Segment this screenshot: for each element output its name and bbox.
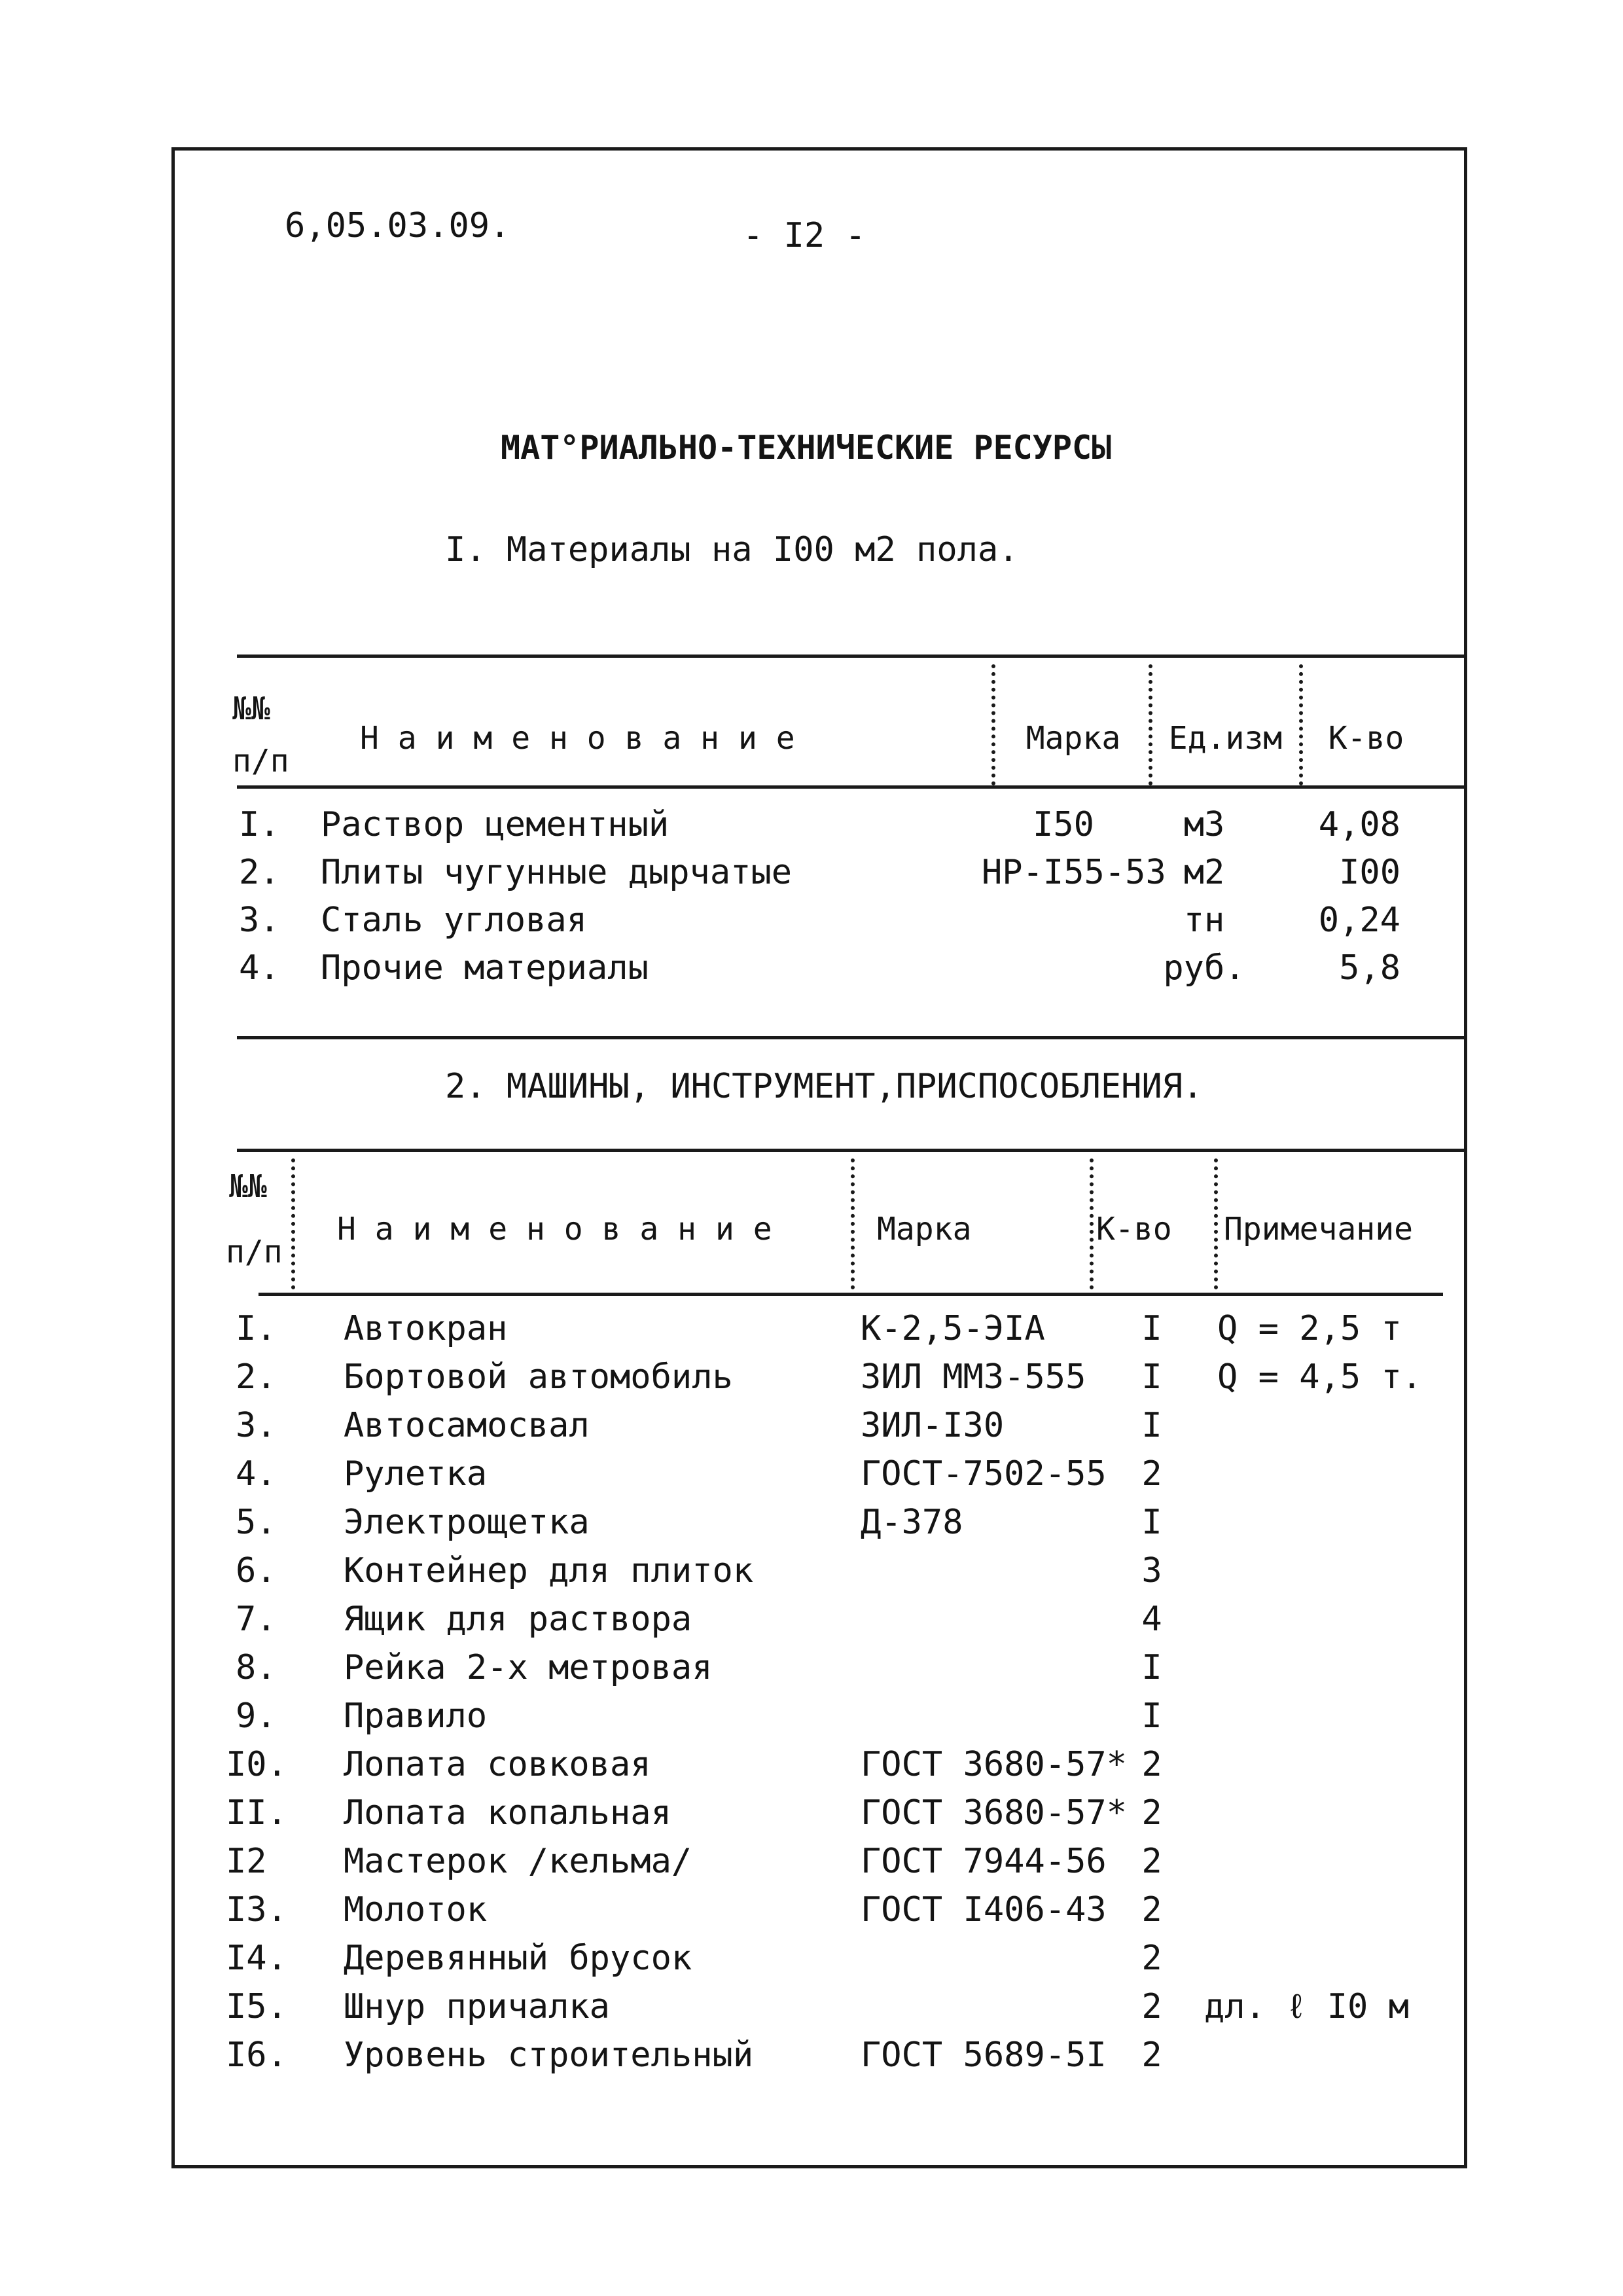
row-name: Уровень строительный	[344, 2036, 754, 2075]
row-mark: ГОСТ 3680-57*	[861, 1793, 1127, 1833]
row-qty: 2	[1141, 1987, 1162, 2026]
row-qty: 2	[1141, 1745, 1162, 1784]
table1-col-divider	[991, 664, 995, 785]
row-mark: I50	[1033, 805, 1094, 844]
row-qty: 4,08	[1318, 805, 1400, 844]
row-qty: 2	[1141, 1454, 1162, 1494]
row-mark: ГОСТ 3680-57*	[861, 1745, 1127, 1784]
table2-header-mark: Марка	[877, 1211, 972, 1247]
row-number: 7.	[236, 1600, 277, 1639]
row-number: 2.	[236, 1357, 277, 1397]
table2-header-num-bottom: п/п	[226, 1234, 283, 1270]
row-name: Контейнер для плиток	[344, 1551, 754, 1590]
table2-header-name: Н а и м е н о в а н и е	[337, 1211, 772, 1247]
row-qty: 4	[1141, 1600, 1162, 1639]
row-name: Раствор цементный	[321, 805, 669, 844]
section1-title: I. Материалы на I00 м2 пола.	[445, 530, 1019, 569]
row-mark: ГОСТ 5689-5I	[861, 2036, 1107, 2075]
page-number: - I2 -	[743, 216, 866, 255]
row-note: Q = 4,5 т.	[1217, 1357, 1423, 1397]
row-mark: ЗИЛ-I30	[861, 1406, 1005, 1445]
table2-col-divider	[291, 1158, 295, 1289]
row-qty: 2	[1141, 1890, 1162, 1929]
row-name: Прочие материалы	[321, 948, 649, 988]
row-number: I4.	[226, 1939, 287, 1978]
row-name: Правило	[344, 1696, 488, 1736]
row-number: 4.	[236, 1454, 277, 1494]
row-number: 9.	[236, 1696, 277, 1736]
table1-bottom-rule	[237, 1036, 1467, 1039]
table2-header-note: Примечание	[1224, 1211, 1413, 1247]
table1-top-rule	[237, 655, 1467, 658]
row-qty: 2	[1141, 1793, 1162, 1833]
row-mark: ГОСТ 7944-56	[861, 1842, 1107, 1881]
row-qty: I	[1141, 1309, 1162, 1348]
row-qty: I	[1141, 1696, 1162, 1736]
row-qty: 2	[1141, 1939, 1162, 1978]
row-number: II.	[226, 1793, 287, 1833]
row-mark: ГОСТ-7502-55	[861, 1454, 1107, 1494]
row-qty: I00	[1339, 853, 1400, 892]
row-qty: 3	[1141, 1551, 1162, 1590]
row-mark: НР-I55-53	[982, 853, 1166, 892]
row-unit: тн	[1183, 901, 1225, 940]
row-number: I.	[236, 1309, 277, 1348]
row-name: Автосамосвал	[344, 1406, 590, 1445]
row-unit: м2	[1183, 853, 1225, 892]
row-note: Q = 2,5 т	[1217, 1309, 1402, 1348]
row-number: 6.	[236, 1551, 277, 1590]
row-name: Молоток	[344, 1890, 488, 1929]
table2-header-num-top: №№	[229, 1168, 267, 1205]
table1-header-mark: Марка	[1026, 720, 1121, 757]
table1-col-divider	[1149, 664, 1152, 785]
row-number: I2	[226, 1842, 267, 1881]
row-name: Электрощетка	[344, 1503, 590, 1542]
row-name: Лопата копальная	[344, 1793, 671, 1833]
row-unit: руб.	[1163, 948, 1245, 988]
row-number: I0.	[226, 1745, 287, 1784]
table1-header-num-top: №№	[232, 691, 270, 727]
table2-col-divider	[1090, 1158, 1094, 1289]
row-qty: I	[1141, 1406, 1162, 1445]
row-mark: ЗИЛ ММЗ-555	[861, 1357, 1086, 1397]
row-number: 3.	[236, 1406, 277, 1445]
row-name: Сталь угловая	[321, 901, 587, 940]
row-number: I5.	[226, 1987, 287, 2026]
table2-top-rule	[237, 1149, 1467, 1152]
row-mark: ГОСТ I406-43	[861, 1890, 1107, 1929]
section2-title: 2. МАШИНЫ, ИНСТРУМЕНТ,ПРИСПОСОБЛЕНИЯ.	[445, 1067, 1204, 1106]
table1-header-name: Н а и м е н о в а н и е	[360, 720, 795, 757]
row-name: Деревянный брусок	[344, 1939, 692, 1978]
table1-header-rule	[237, 785, 1467, 789]
table2-col-divider	[851, 1158, 855, 1289]
row-number: 4.	[239, 948, 280, 988]
row-number: 8.	[236, 1648, 277, 1687]
row-number: I.	[239, 805, 280, 844]
row-mark: Д-378	[861, 1503, 963, 1542]
row-qty: 5,8	[1339, 948, 1400, 988]
row-name: Лопата совковая	[344, 1745, 651, 1784]
row-mark: К-2,5-ЭIА	[861, 1309, 1045, 1348]
row-unit: м3	[1183, 805, 1225, 844]
table2-header-rule	[259, 1293, 1443, 1296]
row-number: 3.	[239, 901, 280, 940]
row-name: Рулетка	[344, 1454, 488, 1494]
row-qty: 2	[1141, 1842, 1162, 1881]
row-number: 5.	[236, 1503, 277, 1542]
row-number: 2.	[239, 853, 280, 892]
row-name: Мастерок /кельма/	[344, 1842, 692, 1881]
document-code: 6,05.03.09.	[285, 206, 510, 245]
table2-col-divider	[1214, 1158, 1218, 1289]
row-number: I3.	[226, 1890, 287, 1929]
row-qty: 2	[1141, 2036, 1162, 2075]
table1-col-divider	[1299, 664, 1303, 785]
row-name: Плиты чугунные дырчатые	[321, 853, 793, 892]
table1-header-qty: К-во	[1328, 720, 1404, 757]
row-qty: I	[1141, 1648, 1162, 1687]
row-number: I6.	[226, 2036, 287, 2075]
row-note: дл. ℓ I0 м	[1204, 1987, 1409, 2026]
row-qty: I	[1141, 1503, 1162, 1542]
row-qty: I	[1141, 1357, 1162, 1397]
row-name: Шнур причалка	[344, 1987, 610, 2026]
table2-header-qty: К-во	[1096, 1211, 1172, 1247]
main-title: МАТ°РИАЛЬНО-ТЕХНИЧЕСКИЕ РЕСУРСЫ	[501, 429, 1112, 467]
row-name: Рейка 2-х метровая	[344, 1648, 713, 1687]
table1-header-unit: Ед.изм	[1168, 720, 1283, 757]
row-name: Ящик для раствора	[344, 1600, 692, 1639]
table1-header-num-bottom: п/п	[232, 743, 289, 780]
row-qty: 0,24	[1318, 901, 1400, 940]
row-name: Автокран	[344, 1309, 508, 1348]
row-name: Бортовой автомобиль	[344, 1357, 733, 1397]
